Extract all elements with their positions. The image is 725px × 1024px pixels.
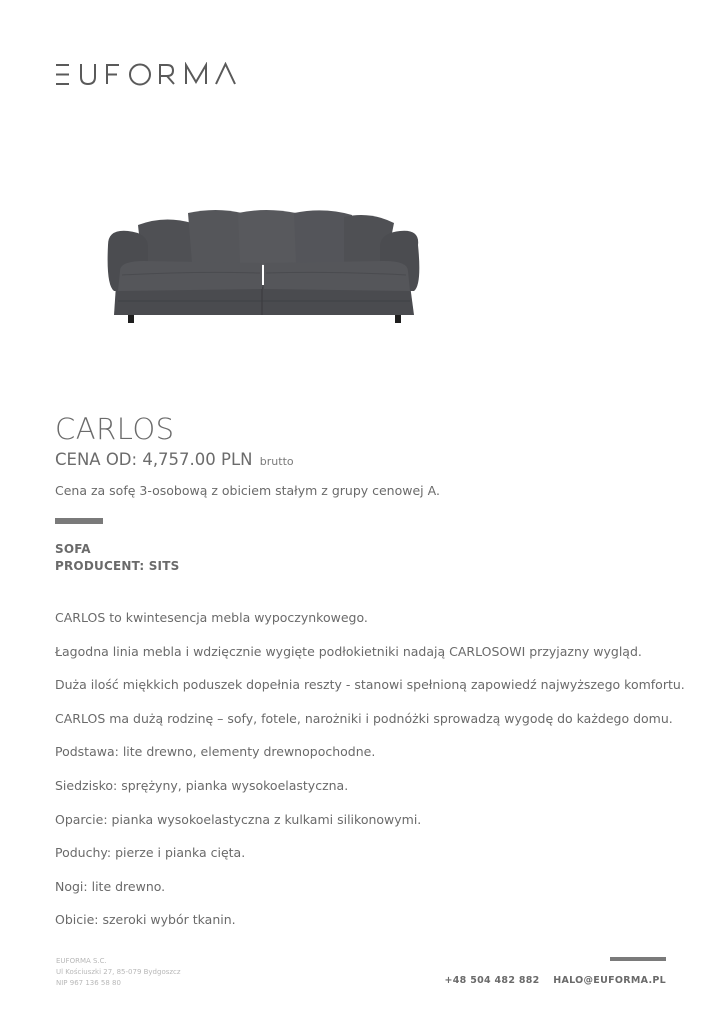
description-line: CARLOS ma dużą rodzinę – sofy, fotele, narożniki i podnóżki sprowadzą wygodę do każdego domu. <box>55 710 673 726</box>
description-line: Nogi: lite drewno. <box>55 878 166 894</box>
footer-address: Ul Kościuszki 27, 85-079 Bydgoszcz <box>56 968 181 976</box>
sofa-image-icon <box>104 205 422 327</box>
description-line: Łagodna linia mebla i wdzięcznie wygięte podłokietniki nadają CARLOSOWI przyjazny wygląd. <box>55 643 642 659</box>
product-category: SOFA <box>55 542 91 556</box>
product-description <box>55 610 685 946</box>
description-line: Duża ilość miękkich poduszek dopełnia reszty - stanowi spełnioną zapowiedź najwyższego komfortu. <box>55 677 685 693</box>
price-note: Cena za sofę 3-osobową z obiciem stałym z grupy cenowej A. <box>55 483 440 498</box>
description-line: Obicie: szeroki wybór tkanin. <box>55 912 236 928</box>
footer-phone[interactable]: +48 504 482 882 <box>444 975 540 986</box>
footer-divider <box>610 957 666 961</box>
product-producer: PRODUCENT: SITS <box>55 559 180 573</box>
footer-company: EUFORMA S.C. <box>56 957 107 965</box>
footer-nip: NIP 967 136 58 80 <box>56 979 121 987</box>
description-line: Podstawa: lite drewno, elementy drewnopochodne. <box>55 744 376 760</box>
description-line: Poduchy: pierze i pianka cięta. <box>55 845 246 861</box>
price-line <box>55 450 294 469</box>
price-suffix: brutto <box>259 455 294 468</box>
description-line: CARLOS to kwintesencja mebla wypoczynkowego. <box>55 610 368 625</box>
description-line: Oparcie: pianka wysokoelastyczna z kulkami silikonowymi. <box>55 811 422 827</box>
footer-company-info <box>56 956 181 989</box>
euforma-logo-icon <box>56 62 236 88</box>
footer-contact <box>445 975 667 986</box>
price-label: CENA OD: 4,757.00 PLN <box>55 450 253 469</box>
description-line: Siedzisko: sprężyny, pianka wysokoelastyczna. <box>55 777 349 793</box>
product-title: CARLOS <box>55 412 175 446</box>
footer-email[interactable]: HALO@EUFORMA.PL <box>553 975 666 986</box>
brand-logo <box>56 62 236 88</box>
product-image <box>104 205 422 327</box>
section-divider <box>55 518 103 524</box>
